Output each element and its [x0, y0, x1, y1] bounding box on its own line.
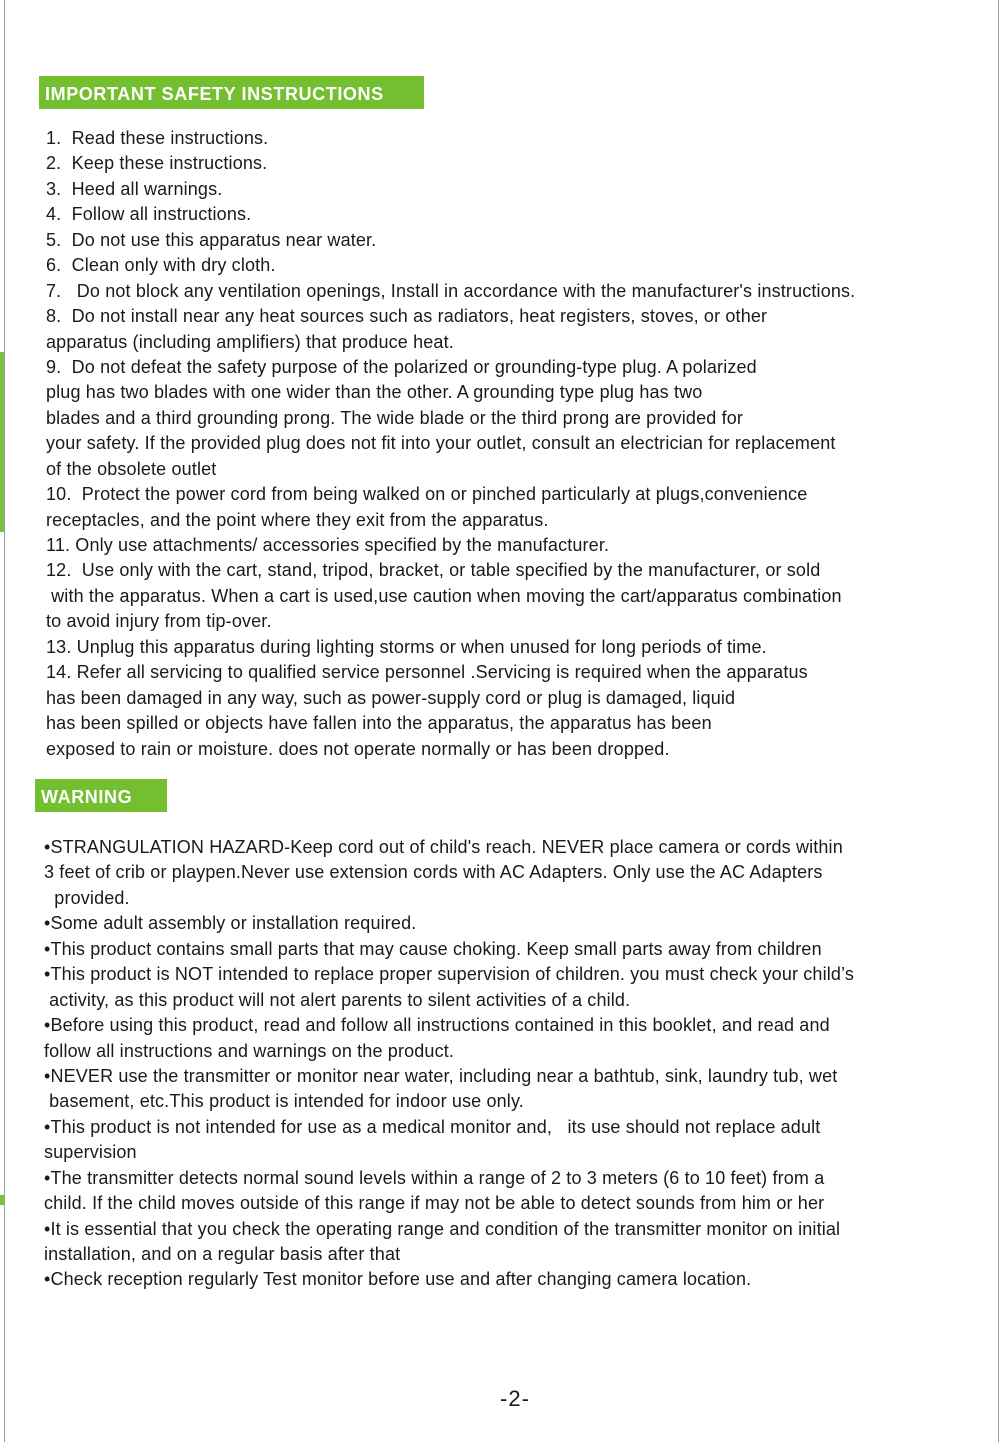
instruction-line: of the obsolete outlet — [46, 458, 217, 479]
instruction-line: 6. Clean only with dry cloth. — [46, 255, 276, 276]
warning-line: follow all instructions and warnings on the product. — [44, 1040, 455, 1061]
safety-instructions-header: IMPORTANT SAFETY INSTRUCTIONS — [39, 76, 424, 109]
warning-line: •Some adult assembly or installation required. — [44, 913, 417, 934]
instruction-line: 13. Unplug this apparatus during lighting storms or when unused for long periods of time. — [46, 636, 767, 657]
instruction-line: to avoid injury from tip-over. — [46, 611, 272, 632]
instruction-line: 12. Use only with the cart, stand, tripod, bracket, or table specified by the manufacturer, or sold — [46, 560, 821, 581]
safety-instructions-list — [46, 126, 986, 762]
warning-header: WARNING — [35, 779, 167, 812]
edge-mark — [0, 1195, 4, 1205]
warning-list — [44, 835, 984, 1293]
warning-line: •The transmitter detects normal sound levels within a range of 2 to 3 meters (6 to 10 feet) from a — [44, 1167, 825, 1188]
instruction-line: 11. Only use attachments/ accessories specified by the manufacturer. — [46, 535, 610, 555]
instruction-line: 2. Keep these instructions. — [46, 153, 268, 174]
warning-line: •It is essential that you check the operating range and condition of the transmitter monitor on initial — [44, 1218, 841, 1239]
warning-line: •Check reception regularly Test monitor before use and after changing camera location. — [44, 1269, 752, 1290]
warning-line: •This product contains small parts that may cause choking. Keep small parts away from children — [44, 938, 822, 959]
page-number: -2- — [500, 1386, 530, 1411]
warning-line: •NEVER use the transmitter or monitor near water, including near a bathtub, sink, laundry tub, wet — [44, 1065, 838, 1086]
warning-line: child. If the child moves outside of this range if may not be able to detect sounds from him or her — [44, 1193, 825, 1214]
instruction-line: exposed to rain or moisture. does not operate normally or has been dropped. — [46, 738, 670, 759]
edge-mark — [0, 352, 4, 532]
warning-line: •This product is NOT intended to replace proper supervision of children. you must check your child’s — [44, 964, 855, 985]
instruction-line: 5. Do not use this apparatus near water. — [46, 229, 377, 250]
warning-line: basement, etc.This product is intended for indoor use only. — [44, 1091, 524, 1112]
instruction-line: 7. Do not block any ventilation openings, Install in accordance with the manufacturer's instructions. — [46, 280, 856, 301]
warning-line: •This product is not intended for use as a medical monitor and, its use should not replace adult — [44, 1116, 821, 1137]
warning-line: •STRANGULATION HAZARD-Keep cord out of child's reach. NEVER place camera or cords within — [44, 837, 843, 857]
instruction-line: blades and a third grounding prong. The wide blade or the third prong are provided for — [46, 407, 744, 428]
warning-line: installation, and on a regular basis after that — [44, 1244, 401, 1264]
instruction-line: 1. Read these instructions. — [46, 128, 269, 148]
instruction-line: has been damaged in any way, such as power-supply cord or plug is damaged, liquid — [46, 687, 736, 708]
instruction-line: 10. Protect the power cord from being walked on or pinched particularly at plugs,convenience — [46, 484, 808, 505]
instruction-line: apparatus (including amplifiers) that produce heat. — [46, 331, 454, 352]
instruction-line: 3. Heed all warnings. — [46, 178, 223, 199]
instruction-line: 14. Refer all servicing to qualified service personnel .Servicing is required when the apparatus — [46, 662, 808, 683]
warning-line: supervision — [44, 1142, 137, 1163]
instruction-line: your safety. If the provided plug does not fit into your outlet, consult an electrician for replacement — [46, 433, 836, 454]
warning-line: activity, as this product will not alert parents to silent activities of a child. — [44, 989, 631, 1010]
warning-line: 3 feet of crib or playpen.Never use extension cords with AC Adapters. Only use the AC Adapters — [44, 862, 823, 883]
warning-line: provided. — [44, 887, 130, 908]
instruction-line: with the apparatus. When a cart is used,use caution when moving the cart/apparatus combination — [46, 585, 842, 606]
instruction-line: has been spilled or objects have fallen into the apparatus, the apparatus has been — [46, 713, 712, 734]
instruction-line: 9. Do not defeat the safety purpose of the polarized or grounding-type plug. A polarized — [46, 356, 757, 377]
instruction-line: receptacles, and the point where they exit from the apparatus. — [46, 509, 549, 530]
instruction-line: 8. Do not install near any heat sources such as radiators, heat registers, stoves, or other — [46, 306, 768, 327]
instruction-line: 4. Follow all instructions. — [46, 204, 252, 225]
instruction-line: plug has two blades with one wider than the other. A grounding type plug has two — [46, 382, 703, 403]
warning-line: •Before using this product, read and follow all instructions contained in this booklet, and read and — [44, 1015, 830, 1036]
